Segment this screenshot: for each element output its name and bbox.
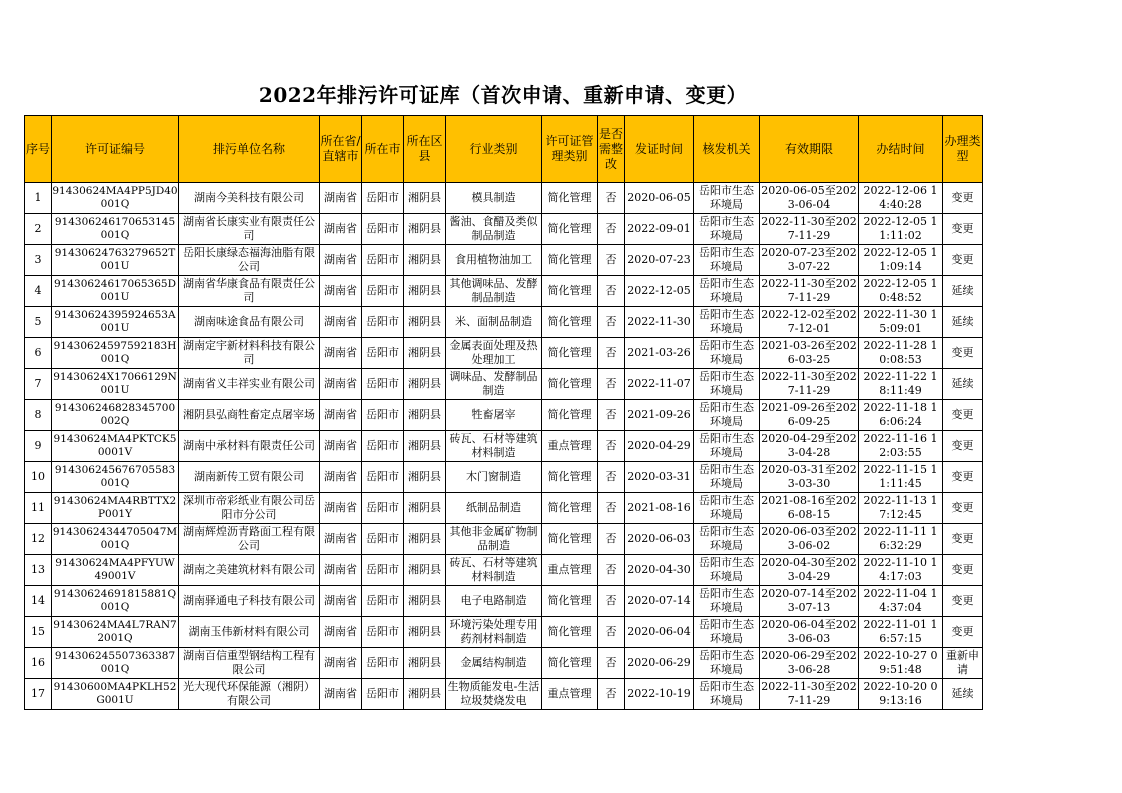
validity-period-cell: 2020-06-05至2023-06-04 [760, 183, 859, 214]
rectification-cell: 否 [598, 369, 625, 400]
col-process-type-header: 办理类型 [943, 116, 983, 183]
completion-time-cell: 2022-11-28 10:08:53 [859, 338, 943, 369]
management-type-cell: 简化管理 [542, 276, 598, 307]
col-no-header: 序号 [25, 116, 52, 183]
management-type-cell: 简化管理 [542, 369, 598, 400]
table-row [25, 369, 983, 400]
rectification-cell: 否 [598, 586, 625, 617]
city-cell: 岳阳市 [362, 679, 404, 710]
rectification-cell: 否 [598, 183, 625, 214]
completion-time-cell: 2022-11-16 12:03:55 [859, 431, 943, 462]
province-cell: 湖南省 [320, 524, 362, 555]
issuing-authority-cell: 岳阳市生态环境局 [694, 183, 760, 214]
table-row [25, 431, 983, 462]
rectification-cell: 否 [598, 214, 625, 245]
industry-cell: 其他调味品、发酵制品制造 [446, 276, 542, 307]
issue-date-cell: 2022-11-07 [625, 369, 694, 400]
industry-cell: 木门窗制造 [446, 462, 542, 493]
issuing-authority-cell: 岳阳市生态环境局 [694, 617, 760, 648]
permit-number-cell: 91430624344705047M001Q [52, 524, 179, 555]
issuing-authority-cell: 岳阳市生态环境局 [694, 524, 760, 555]
col-completion-time-header: 办结时间 [859, 116, 943, 183]
col-issue-date-header: 发证时间 [625, 116, 694, 183]
county-cell: 湘阴县 [404, 245, 446, 276]
management-type-cell: 简化管理 [542, 307, 598, 338]
row-number-cell: 11 [25, 493, 52, 524]
table-row [25, 338, 983, 369]
permit-number-cell: 914306245507363387001Q [52, 648, 179, 679]
permit-number-cell: 91430624763279652T001U [52, 245, 179, 276]
rectification-cell: 否 [598, 338, 625, 369]
county-cell: 湘阴县 [404, 462, 446, 493]
validity-period-cell: 2020-07-23至2023-07-22 [760, 245, 859, 276]
issue-date-cell: 2020-06-03 [625, 524, 694, 555]
management-type-cell: 简化管理 [542, 245, 598, 276]
county-cell: 湘阴县 [404, 679, 446, 710]
table-row [25, 307, 983, 338]
industry-cell: 金属表面处理及热处理加工 [446, 338, 542, 369]
issue-date-cell: 2020-03-31 [625, 462, 694, 493]
process-type-cell: 变更 [943, 586, 983, 617]
management-type-cell: 简化管理 [542, 524, 598, 555]
col-industry-header: 行业类别 [446, 116, 542, 183]
row-number-cell: 10 [25, 462, 52, 493]
validity-period-cell: 2020-04-29至2023-04-28 [760, 431, 859, 462]
table-row [25, 400, 983, 431]
management-type-cell: 简化管理 [542, 648, 598, 679]
issue-date-cell: 2020-06-04 [625, 617, 694, 648]
rectification-cell: 否 [598, 245, 625, 276]
row-number-cell: 14 [25, 586, 52, 617]
completion-time-cell: 2022-10-27 09:51:48 [859, 648, 943, 679]
validity-period-cell: 2022-11-30至2027-11-29 [760, 369, 859, 400]
validity-period-cell: 2021-09-26至2026-09-25 [760, 400, 859, 431]
industry-cell: 电子电路制造 [446, 586, 542, 617]
issuing-authority-cell: 岳阳市生态环境局 [694, 338, 760, 369]
validity-period-cell: 2020-06-04至2023-06-03 [760, 617, 859, 648]
unit-name-cell: 湖南省义丰祥实业有限公司 [179, 369, 320, 400]
validity-period-cell: 2021-03-26至2026-03-25 [760, 338, 859, 369]
issue-date-cell: 2021-03-26 [625, 338, 694, 369]
process-type-cell: 变更 [943, 338, 983, 369]
city-cell: 岳阳市 [362, 400, 404, 431]
unit-name-cell: 湖南省华康食品有限责任公司 [179, 276, 320, 307]
issue-date-cell: 2020-07-23 [625, 245, 694, 276]
col-province-header: 所在省/直辖市 [320, 116, 362, 183]
completion-time-cell: 2022-11-30 15:09:01 [859, 307, 943, 338]
rectification-cell: 否 [598, 617, 625, 648]
city-cell: 岳阳市 [362, 462, 404, 493]
process-type-cell: 变更 [943, 493, 983, 524]
industry-cell: 牲畜屠宰 [446, 400, 542, 431]
validity-period-cell: 2022-11-30至2027-11-29 [760, 679, 859, 710]
rectification-cell: 否 [598, 307, 625, 338]
permit-number-cell: 91430600MA4PKLH52G001U [52, 679, 179, 710]
permit-number-cell: 91430624617065365D001U [52, 276, 179, 307]
issuing-authority-cell: 岳阳市生态环境局 [694, 369, 760, 400]
province-cell: 湖南省 [320, 276, 362, 307]
table-row [25, 493, 983, 524]
city-cell: 岳阳市 [362, 493, 404, 524]
industry-cell: 纸制品制造 [446, 493, 542, 524]
rectification-cell: 否 [598, 400, 625, 431]
issuing-authority-cell: 岳阳市生态环境局 [694, 493, 760, 524]
validity-period-cell: 2022-12-02至2027-12-01 [760, 307, 859, 338]
city-cell: 岳阳市 [362, 183, 404, 214]
county-cell: 湘阴县 [404, 493, 446, 524]
province-cell: 湖南省 [320, 183, 362, 214]
row-number-cell: 13 [25, 555, 52, 586]
city-cell: 岳阳市 [362, 617, 404, 648]
issuing-authority-cell: 岳阳市生态环境局 [694, 276, 760, 307]
industry-cell: 金属结构制造 [446, 648, 542, 679]
city-cell: 岳阳市 [362, 276, 404, 307]
table-row [25, 245, 983, 276]
col-permit-number-header: 许可证编号 [52, 116, 179, 183]
unit-name-cell: 光大现代环保能源（湘阴）有限公司 [179, 679, 320, 710]
unit-name-cell: 湖南辉煌沥青路面工程有限公司 [179, 524, 320, 555]
province-cell: 湖南省 [320, 214, 362, 245]
unit-name-cell: 湖南之美建筑材料有限公司 [179, 555, 320, 586]
row-number-cell: 6 [25, 338, 52, 369]
completion-time-cell: 2022-11-22 18:11:49 [859, 369, 943, 400]
city-cell: 岳阳市 [362, 214, 404, 245]
issue-date-cell: 2020-04-30 [625, 555, 694, 586]
management-type-cell: 简化管理 [542, 400, 598, 431]
process-type-cell: 变更 [943, 183, 983, 214]
col-issuing-authority-header: 核发机关 [694, 116, 760, 183]
completion-time-cell: 2022-11-18 16:06:24 [859, 400, 943, 431]
row-number-cell: 5 [25, 307, 52, 338]
completion-time-cell: 2022-11-13 17:12:45 [859, 493, 943, 524]
permit-number-cell: 914306246170653145001Q [52, 214, 179, 245]
validity-period-cell: 2020-06-03至2023-06-02 [760, 524, 859, 555]
permit-number-cell: 914306245676705583001Q [52, 462, 179, 493]
issue-date-cell: 2022-12-05 [625, 276, 694, 307]
city-cell: 岳阳市 [362, 369, 404, 400]
industry-cell: 酱油、食醋及类似制品制造 [446, 214, 542, 245]
row-number-cell: 15 [25, 617, 52, 648]
permit-number-cell: 914306246828345700002Q [52, 400, 179, 431]
issue-date-cell: 2020-04-29 [625, 431, 694, 462]
table-row [25, 214, 983, 245]
issuing-authority-cell: 岳阳市生态环境局 [694, 462, 760, 493]
rectification-cell: 否 [598, 431, 625, 462]
permit-number-cell: 91430624395924653A001U [52, 307, 179, 338]
county-cell: 湘阴县 [404, 276, 446, 307]
validity-period-cell: 2020-07-14至2023-07-13 [760, 586, 859, 617]
col-city-header: 所在市 [362, 116, 404, 183]
industry-cell: 米、面制品制造 [446, 307, 542, 338]
validity-period-cell: 2022-11-30至2027-11-29 [760, 276, 859, 307]
issuing-authority-cell: 岳阳市生态环境局 [694, 245, 760, 276]
province-cell: 湖南省 [320, 555, 362, 586]
rectification-cell: 否 [598, 679, 625, 710]
management-type-cell: 重点管理 [542, 431, 598, 462]
unit-name-cell: 湖南新传工贸有限公司 [179, 462, 320, 493]
header-row [25, 116, 983, 183]
rectification-cell: 否 [598, 493, 625, 524]
validity-period-cell: 2020-03-31至2023-03-30 [760, 462, 859, 493]
province-cell: 湖南省 [320, 462, 362, 493]
row-number-cell: 17 [25, 679, 52, 710]
management-type-cell: 重点管理 [542, 679, 598, 710]
validity-period-cell: 2021-08-16至2026-08-15 [760, 493, 859, 524]
province-cell: 湖南省 [320, 493, 362, 524]
process-type-cell: 延续 [943, 307, 983, 338]
process-type-cell: 变更 [943, 617, 983, 648]
industry-cell: 调味品、发酵制品制造 [446, 369, 542, 400]
county-cell: 湘阴县 [404, 307, 446, 338]
process-type-cell: 延续 [943, 679, 983, 710]
validity-period-cell: 2020-06-29至2023-06-28 [760, 648, 859, 679]
city-cell: 岳阳市 [362, 524, 404, 555]
county-cell: 湘阴县 [404, 617, 446, 648]
province-cell: 湖南省 [320, 648, 362, 679]
process-type-cell: 延续 [943, 369, 983, 400]
management-type-cell: 简化管理 [542, 183, 598, 214]
row-number-cell: 12 [25, 524, 52, 555]
table-row [25, 524, 983, 555]
unit-name-cell: 湖南百信重型钢结构工程有限公司 [179, 648, 320, 679]
management-type-cell: 简化管理 [542, 617, 598, 648]
issue-date-cell: 2020-06-29 [625, 648, 694, 679]
process-type-cell: 延续 [943, 276, 983, 307]
row-number-cell: 4 [25, 276, 52, 307]
issuing-authority-cell: 岳阳市生态环境局 [694, 431, 760, 462]
county-cell: 湘阴县 [404, 214, 446, 245]
city-cell: 岳阳市 [362, 245, 404, 276]
unit-name-cell: 湖南中承材料有限责任公司 [179, 431, 320, 462]
issue-date-cell: 2021-09-26 [625, 400, 694, 431]
city-cell: 岳阳市 [362, 338, 404, 369]
issue-date-cell: 2020-07-14 [625, 586, 694, 617]
issuing-authority-cell: 岳阳市生态环境局 [694, 555, 760, 586]
col-validity-header: 有效期限 [760, 116, 859, 183]
industry-cell: 砖瓦、石材等建筑材料制造 [446, 431, 542, 462]
city-cell: 岳阳市 [362, 307, 404, 338]
province-cell: 湖南省 [320, 431, 362, 462]
process-type-cell: 变更 [943, 462, 983, 493]
completion-time-cell: 2022-12-05 10:48:52 [859, 276, 943, 307]
city-cell: 岳阳市 [362, 555, 404, 586]
table-row [25, 648, 983, 679]
province-cell: 湖南省 [320, 338, 362, 369]
city-cell: 岳阳市 [362, 431, 404, 462]
completion-time-cell: 2022-11-04 14:37:04 [859, 586, 943, 617]
row-number-cell: 9 [25, 431, 52, 462]
table-row [25, 276, 983, 307]
completion-time-cell: 2022-11-11 16:32:29 [859, 524, 943, 555]
province-cell: 湖南省 [320, 617, 362, 648]
management-type-cell: 重点管理 [542, 555, 598, 586]
management-type-cell: 简化管理 [542, 586, 598, 617]
permit-table [24, 115, 983, 710]
county-cell: 湘阴县 [404, 369, 446, 400]
province-cell: 湖南省 [320, 245, 362, 276]
row-number-cell: 3 [25, 245, 52, 276]
county-cell: 湘阴县 [404, 338, 446, 369]
management-type-cell: 简化管理 [542, 214, 598, 245]
validity-period-cell: 2020-04-30至2023-04-29 [760, 555, 859, 586]
row-number-cell: 2 [25, 214, 52, 245]
permit-number-cell: 91430624MA4PFYUW49001V [52, 555, 179, 586]
rectification-cell: 否 [598, 462, 625, 493]
province-cell: 湖南省 [320, 679, 362, 710]
issue-date-cell: 2021-08-16 [625, 493, 694, 524]
industry-cell: 生物质能发电-生活垃圾焚烧发电 [446, 679, 542, 710]
province-cell: 湖南省 [320, 369, 362, 400]
process-type-cell: 变更 [943, 555, 983, 586]
unit-name-cell: 岳阳长康绿态福海油脂有限公司 [179, 245, 320, 276]
unit-name-cell: 湖南定宇新材料科技有限公司 [179, 338, 320, 369]
city-cell: 岳阳市 [362, 648, 404, 679]
col-unit-name-header: 排污单位名称 [179, 116, 320, 183]
permit-number-cell: 91430624MA4PP5JD40001Q [52, 183, 179, 214]
permit-number-cell: 91430624MA4RBTTX2P001Y [52, 493, 179, 524]
county-cell: 湘阴县 [404, 400, 446, 431]
unit-name-cell: 湖南味途食品有限公司 [179, 307, 320, 338]
issue-date-cell: 2022-10-19 [625, 679, 694, 710]
issue-date-cell: 2022-09-01 [625, 214, 694, 245]
unit-name-cell: 深圳市帝彩纸业有限公司岳阳市分公司 [179, 493, 320, 524]
table-body [25, 183, 983, 710]
county-cell: 湘阴县 [404, 586, 446, 617]
completion-time-cell: 2022-12-06 14:40:28 [859, 183, 943, 214]
validity-period-cell: 2022-11-30至2027-11-29 [760, 214, 859, 245]
issuing-authority-cell: 岳阳市生态环境局 [694, 400, 760, 431]
table-row [25, 586, 983, 617]
county-cell: 湘阴县 [404, 431, 446, 462]
page-title: 2022年排污许可证库（首次申请、重新申请、变更） [258, 83, 748, 107]
county-cell: 湘阴县 [404, 183, 446, 214]
issuing-authority-cell: 岳阳市生态环境局 [694, 679, 760, 710]
permit-number-cell: 91430624X17066129N001U [52, 369, 179, 400]
table-row [25, 183, 983, 214]
permit-number-cell: 91430624597592183H001Q [52, 338, 179, 369]
unit-name-cell: 湖南今美科技有限公司 [179, 183, 320, 214]
county-cell: 湘阴县 [404, 524, 446, 555]
province-cell: 湖南省 [320, 586, 362, 617]
process-type-cell: 变更 [943, 245, 983, 276]
row-number-cell: 8 [25, 400, 52, 431]
county-cell: 湘阴县 [404, 555, 446, 586]
rectification-cell: 否 [598, 555, 625, 586]
permit-number-cell: 91430624691815881Q001Q [52, 586, 179, 617]
province-cell: 湖南省 [320, 400, 362, 431]
process-type-cell: 重新申请 [943, 648, 983, 679]
table-row [25, 555, 983, 586]
issuing-authority-cell: 岳阳市生态环境局 [694, 214, 760, 245]
permit-number-cell: 91430624MA4PKTCK50001V [52, 431, 179, 462]
col-rectification-header: 是否需整改 [598, 116, 625, 183]
completion-time-cell: 2022-11-01 16:57:15 [859, 617, 943, 648]
table-row [25, 462, 983, 493]
city-cell: 岳阳市 [362, 586, 404, 617]
completion-time-cell: 2022-11-15 11:11:45 [859, 462, 943, 493]
row-number-cell: 7 [25, 369, 52, 400]
row-number-cell: 16 [25, 648, 52, 679]
industry-cell: 食用植物油加工 [446, 245, 542, 276]
management-type-cell: 简化管理 [542, 338, 598, 369]
completion-time-cell: 2022-12-05 11:09:14 [859, 245, 943, 276]
completion-time-cell: 2022-11-10 14:17:03 [859, 555, 943, 586]
issue-date-cell: 2022-11-30 [625, 307, 694, 338]
unit-name-cell: 湘阴县弘商牲畜定点屠宰场 [179, 400, 320, 431]
industry-cell: 其他非金属矿物制品制造 [446, 524, 542, 555]
table-row [25, 617, 983, 648]
management-type-cell: 简化管理 [542, 493, 598, 524]
unit-name-cell: 湖南省长康实业有限责任公司 [179, 214, 320, 245]
permit-number-cell: 91430624MA4L7RAN72001Q [52, 617, 179, 648]
county-cell: 湘阴县 [404, 648, 446, 679]
col-county-header: 所在区县 [404, 116, 446, 183]
unit-name-cell: 湖南玉伟新材料有限公司 [179, 617, 320, 648]
unit-name-cell: 湖南驿通电子科技有限公司 [179, 586, 320, 617]
issue-date-cell: 2020-06-05 [625, 183, 694, 214]
completion-time-cell: 2022-10-20 09:13:16 [859, 679, 943, 710]
issuing-authority-cell: 岳阳市生态环境局 [694, 307, 760, 338]
rectification-cell: 否 [598, 648, 625, 679]
process-type-cell: 变更 [943, 524, 983, 555]
completion-time-cell: 2022-12-05 11:11:02 [859, 214, 943, 245]
process-type-cell: 变更 [943, 214, 983, 245]
issuing-authority-cell: 岳阳市生态环境局 [694, 586, 760, 617]
industry-cell: 砖瓦、石材等建筑材料制造 [446, 555, 542, 586]
industry-cell: 环境污染处理专用药剂材料制造 [446, 617, 542, 648]
province-cell: 湖南省 [320, 307, 362, 338]
row-number-cell: 1 [25, 183, 52, 214]
rectification-cell: 否 [598, 276, 625, 307]
issuing-authority-cell: 岳阳市生态环境局 [694, 648, 760, 679]
management-type-cell: 简化管理 [542, 462, 598, 493]
process-type-cell: 变更 [943, 400, 983, 431]
process-type-cell: 变更 [943, 431, 983, 462]
industry-cell: 模具制造 [446, 183, 542, 214]
table-row [25, 679, 983, 710]
col-management-type-header: 许可证管理类别 [542, 116, 598, 183]
rectification-cell: 否 [598, 524, 625, 555]
